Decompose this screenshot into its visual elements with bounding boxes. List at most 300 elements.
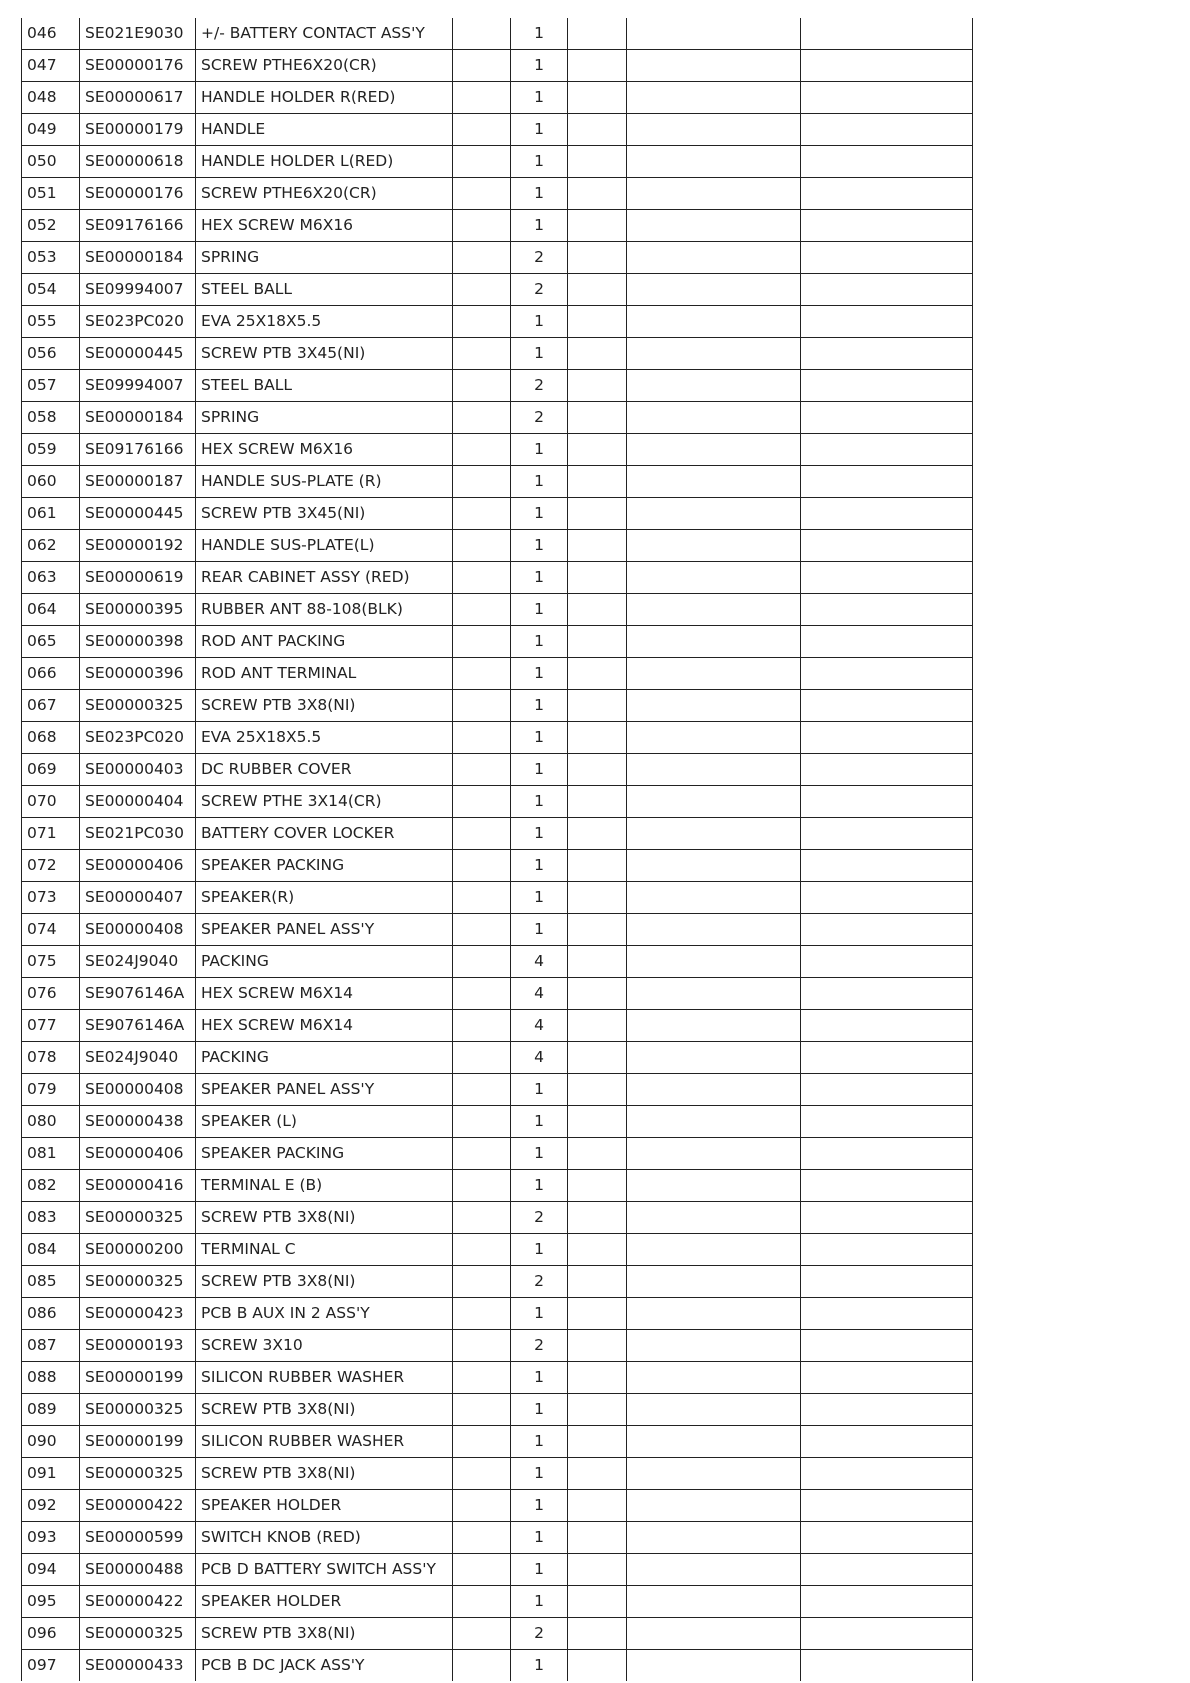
- description-cell: SPEAKER HOLDER: [196, 1490, 453, 1522]
- empty-cell: [627, 1554, 801, 1586]
- description-cell: HANDLE: [196, 114, 453, 146]
- empty-cell: [568, 978, 627, 1010]
- empty-cell: [453, 530, 511, 562]
- empty-cell: [801, 82, 973, 114]
- empty-cell: [627, 1106, 801, 1138]
- empty-cell: [801, 242, 973, 274]
- description-cell: SCREW PTHE 3X14(CR): [196, 786, 453, 818]
- item-number-cell: 053: [22, 242, 80, 274]
- empty-cell: [627, 178, 801, 210]
- empty-cell: [568, 82, 627, 114]
- quantity-cell: 1: [511, 850, 568, 882]
- empty-cell: [627, 1394, 801, 1426]
- part-code-cell: SE09994007: [80, 370, 196, 402]
- item-number-cell: 060: [22, 466, 80, 498]
- item-number-cell: 077: [22, 1010, 80, 1042]
- empty-cell: [568, 722, 627, 754]
- description-cell: SCREW PTB 3X8(NI): [196, 1394, 453, 1426]
- quantity-cell: 1: [511, 1490, 568, 1522]
- empty-cell: [568, 434, 627, 466]
- empty-cell: [453, 1586, 511, 1618]
- quantity-cell: 1: [511, 1362, 568, 1394]
- quantity-cell: 1: [511, 1234, 568, 1266]
- table-row: [22, 1458, 973, 1490]
- item-number-cell: 079: [22, 1074, 80, 1106]
- empty-cell: [568, 1202, 627, 1234]
- table-row: [22, 1618, 973, 1650]
- empty-cell: [453, 914, 511, 946]
- empty-cell: [627, 658, 801, 690]
- description-cell: HEX SCREW M6X14: [196, 1010, 453, 1042]
- description-cell: SPRING: [196, 242, 453, 274]
- quantity-cell: 2: [511, 274, 568, 306]
- table-row: [22, 370, 973, 402]
- empty-cell: [801, 114, 973, 146]
- table-row: [22, 1650, 973, 1682]
- item-number-cell: 093: [22, 1522, 80, 1554]
- table-row: [22, 1394, 973, 1426]
- part-code-cell: SE024J9040: [80, 1042, 196, 1074]
- empty-cell: [453, 1138, 511, 1170]
- table-row: [22, 786, 973, 818]
- empty-cell: [568, 274, 627, 306]
- description-cell: SCREW 3X10: [196, 1330, 453, 1362]
- empty-cell: [568, 1234, 627, 1266]
- empty-cell: [801, 946, 973, 978]
- empty-cell: [801, 850, 973, 882]
- empty-cell: [453, 1298, 511, 1330]
- table-row: [22, 1010, 973, 1042]
- description-cell: SPEAKER HOLDER: [196, 1586, 453, 1618]
- description-cell: BATTERY COVER LOCKER: [196, 818, 453, 850]
- empty-cell: [627, 786, 801, 818]
- empty-cell: [453, 242, 511, 274]
- quantity-cell: 2: [511, 1330, 568, 1362]
- part-code-cell: SE00000599: [80, 1522, 196, 1554]
- table-row: [22, 594, 973, 626]
- description-cell: HEX SCREW M6X14: [196, 978, 453, 1010]
- table-row: [22, 1042, 973, 1074]
- table-row: [22, 1554, 973, 1586]
- empty-cell: [627, 50, 801, 82]
- empty-cell: [568, 242, 627, 274]
- item-number-cell: 086: [22, 1298, 80, 1330]
- empty-cell: [453, 402, 511, 434]
- part-code-cell: SE00000407: [80, 882, 196, 914]
- item-number-cell: 054: [22, 274, 80, 306]
- empty-cell: [801, 1106, 973, 1138]
- empty-cell: [453, 210, 511, 242]
- empty-cell: [453, 370, 511, 402]
- table-row: [22, 1426, 973, 1458]
- empty-cell: [453, 1074, 511, 1106]
- part-code-cell: SE00000408: [80, 914, 196, 946]
- empty-cell: [627, 530, 801, 562]
- empty-cell: [801, 722, 973, 754]
- empty-cell: [801, 1362, 973, 1394]
- quantity-cell: 1: [511, 114, 568, 146]
- part-code-cell: SE00000445: [80, 498, 196, 530]
- item-number-cell: 068: [22, 722, 80, 754]
- table-row: [22, 754, 973, 786]
- item-number-cell: 052: [22, 210, 80, 242]
- description-cell: SCREW PTB 3X8(NI): [196, 690, 453, 722]
- quantity-cell: 1: [511, 594, 568, 626]
- part-code-cell: SE09176166: [80, 434, 196, 466]
- quantity-cell: 1: [511, 914, 568, 946]
- empty-cell: [801, 274, 973, 306]
- empty-cell: [453, 978, 511, 1010]
- description-cell: SCREW PTB 3X8(NI): [196, 1458, 453, 1490]
- item-number-cell: 076: [22, 978, 80, 1010]
- part-code-cell: SE09176166: [80, 210, 196, 242]
- quantity-cell: 1: [511, 1522, 568, 1554]
- description-cell: ROD ANT TERMINAL: [196, 658, 453, 690]
- empty-cell: [568, 1586, 627, 1618]
- description-cell: SCREW PTB 3X8(NI): [196, 1202, 453, 1234]
- part-code-cell: SE00000192: [80, 530, 196, 562]
- empty-cell: [627, 754, 801, 786]
- empty-cell: [801, 690, 973, 722]
- empty-cell: [568, 466, 627, 498]
- empty-cell: [801, 1234, 973, 1266]
- empty-cell: [627, 1490, 801, 1522]
- quantity-cell: 1: [511, 306, 568, 338]
- empty-cell: [627, 498, 801, 530]
- part-code-cell: SE00000176: [80, 50, 196, 82]
- empty-cell: [568, 1010, 627, 1042]
- item-number-cell: 081: [22, 1138, 80, 1170]
- empty-cell: [801, 498, 973, 530]
- empty-cell: [801, 18, 973, 50]
- item-number-cell: 055: [22, 306, 80, 338]
- empty-cell: [453, 338, 511, 370]
- empty-cell: [568, 1298, 627, 1330]
- quantity-cell: 1: [511, 466, 568, 498]
- description-cell: SPEAKER PANEL ASS'Y: [196, 914, 453, 946]
- quantity-cell: 1: [511, 1586, 568, 1618]
- quantity-cell: 1: [511, 754, 568, 786]
- quantity-cell: 1: [511, 722, 568, 754]
- item-number-cell: 046: [22, 18, 80, 50]
- part-code-cell: SE00000325: [80, 1394, 196, 1426]
- empty-cell: [627, 626, 801, 658]
- part-code-cell: SE00000406: [80, 850, 196, 882]
- table-row: [22, 818, 973, 850]
- description-cell: SPEAKER PANEL ASS'Y: [196, 1074, 453, 1106]
- part-code-cell: SE00000618: [80, 146, 196, 178]
- part-code-cell: SE00000423: [80, 1298, 196, 1330]
- part-code-cell: SE00000325: [80, 1618, 196, 1650]
- empty-cell: [801, 530, 973, 562]
- empty-cell: [627, 434, 801, 466]
- description-cell: STEEL BALL: [196, 370, 453, 402]
- empty-cell: [453, 658, 511, 690]
- empty-cell: [453, 1106, 511, 1138]
- empty-cell: [453, 1202, 511, 1234]
- quantity-cell: 1: [511, 178, 568, 210]
- parts-list-body: [22, 18, 973, 1681]
- empty-cell: [627, 1042, 801, 1074]
- part-code-cell: SE00000619: [80, 562, 196, 594]
- empty-cell: [453, 274, 511, 306]
- empty-cell: [801, 1394, 973, 1426]
- empty-cell: [801, 1298, 973, 1330]
- empty-cell: [568, 914, 627, 946]
- empty-cell: [801, 914, 973, 946]
- part-code-cell: SE00000325: [80, 690, 196, 722]
- empty-cell: [453, 1362, 511, 1394]
- part-code-cell: SE9076146A: [80, 1010, 196, 1042]
- quantity-cell: 2: [511, 370, 568, 402]
- item-number-cell: 087: [22, 1330, 80, 1362]
- empty-cell: [453, 1618, 511, 1650]
- part-code-cell: SE00000404: [80, 786, 196, 818]
- part-code-cell: SE09994007: [80, 274, 196, 306]
- empty-cell: [568, 658, 627, 690]
- part-code-cell: SE00000396: [80, 658, 196, 690]
- empty-cell: [453, 50, 511, 82]
- quantity-cell: 1: [511, 882, 568, 914]
- empty-cell: [801, 658, 973, 690]
- empty-cell: [453, 594, 511, 626]
- item-number-cell: 084: [22, 1234, 80, 1266]
- empty-cell: [568, 1490, 627, 1522]
- empty-cell: [801, 1138, 973, 1170]
- description-cell: PCB D BATTERY SWITCH ASS'Y: [196, 1554, 453, 1586]
- item-number-cell: 083: [22, 1202, 80, 1234]
- empty-cell: [801, 1586, 973, 1618]
- quantity-cell: 1: [511, 690, 568, 722]
- empty-cell: [568, 18, 627, 50]
- empty-cell: [627, 850, 801, 882]
- empty-cell: [801, 50, 973, 82]
- empty-cell: [801, 306, 973, 338]
- empty-cell: [453, 946, 511, 978]
- parts-list-table: [21, 18, 973, 1681]
- empty-cell: [568, 786, 627, 818]
- quantity-cell: 1: [511, 210, 568, 242]
- empty-cell: [801, 786, 973, 818]
- empty-cell: [568, 946, 627, 978]
- quantity-cell: 1: [511, 1394, 568, 1426]
- item-number-cell: 050: [22, 146, 80, 178]
- empty-cell: [627, 210, 801, 242]
- empty-cell: [453, 82, 511, 114]
- empty-cell: [568, 1426, 627, 1458]
- empty-cell: [627, 562, 801, 594]
- item-number-cell: 048: [22, 82, 80, 114]
- empty-cell: [627, 338, 801, 370]
- table-row: [22, 1490, 973, 1522]
- empty-cell: [453, 818, 511, 850]
- quantity-cell: 1: [511, 562, 568, 594]
- item-number-cell: 097: [22, 1650, 80, 1682]
- empty-cell: [568, 626, 627, 658]
- empty-cell: [568, 306, 627, 338]
- description-cell: EVA 25X18X5.5: [196, 306, 453, 338]
- empty-cell: [568, 402, 627, 434]
- empty-cell: [568, 50, 627, 82]
- empty-cell: [801, 1042, 973, 1074]
- item-number-cell: 065: [22, 626, 80, 658]
- empty-cell: [801, 338, 973, 370]
- empty-cell: [453, 1170, 511, 1202]
- quantity-cell: 1: [511, 818, 568, 850]
- description-cell: REAR CABINET ASSY (RED): [196, 562, 453, 594]
- description-cell: HEX SCREW M6X16: [196, 434, 453, 466]
- empty-cell: [627, 1298, 801, 1330]
- empty-cell: [801, 466, 973, 498]
- table-row: [22, 562, 973, 594]
- part-code-cell: SE021E9030: [80, 18, 196, 50]
- description-cell: HEX SCREW M6X16: [196, 210, 453, 242]
- part-code-cell: SE021PC030: [80, 818, 196, 850]
- empty-cell: [627, 306, 801, 338]
- description-cell: PACKING: [196, 946, 453, 978]
- part-code-cell: SE00000325: [80, 1266, 196, 1298]
- table-row: [22, 498, 973, 530]
- table-row: [22, 1522, 973, 1554]
- item-number-cell: 073: [22, 882, 80, 914]
- table-row: [22, 210, 973, 242]
- part-code-cell: SE00000488: [80, 1554, 196, 1586]
- empty-cell: [568, 338, 627, 370]
- part-code-cell: SE00000433: [80, 1650, 196, 1682]
- table-row: [22, 1298, 973, 1330]
- description-cell: SPEAKER PACKING: [196, 1138, 453, 1170]
- part-code-cell: SE00000416: [80, 1170, 196, 1202]
- item-number-cell: 063: [22, 562, 80, 594]
- item-number-cell: 094: [22, 1554, 80, 1586]
- part-code-cell: SE00000403: [80, 754, 196, 786]
- quantity-cell: 1: [511, 1458, 568, 1490]
- description-cell: ROD ANT PACKING: [196, 626, 453, 658]
- item-number-cell: 057: [22, 370, 80, 402]
- empty-cell: [801, 1522, 973, 1554]
- item-number-cell: 089: [22, 1394, 80, 1426]
- empty-cell: [627, 914, 801, 946]
- empty-cell: [453, 306, 511, 338]
- empty-cell: [568, 1362, 627, 1394]
- quantity-cell: 1: [511, 1170, 568, 1202]
- description-cell: PACKING: [196, 1042, 453, 1074]
- quantity-cell: 1: [511, 1426, 568, 1458]
- description-cell: SPRING: [196, 402, 453, 434]
- empty-cell: [453, 146, 511, 178]
- table-row: [22, 306, 973, 338]
- table-row: [22, 1106, 973, 1138]
- empty-cell: [801, 594, 973, 626]
- empty-cell: [801, 1330, 973, 1362]
- part-code-cell: SE00000200: [80, 1234, 196, 1266]
- part-code-cell: SE00000199: [80, 1426, 196, 1458]
- table-row: [22, 530, 973, 562]
- table-row: [22, 1202, 973, 1234]
- quantity-cell: 4: [511, 946, 568, 978]
- quantity-cell: 4: [511, 1010, 568, 1042]
- part-code-cell: SE00000184: [80, 242, 196, 274]
- part-code-cell: SE00000617: [80, 82, 196, 114]
- empty-cell: [627, 1330, 801, 1362]
- empty-cell: [453, 114, 511, 146]
- quantity-cell: 1: [511, 82, 568, 114]
- empty-cell: [627, 1522, 801, 1554]
- empty-cell: [568, 882, 627, 914]
- part-code-cell: SE00000325: [80, 1458, 196, 1490]
- table-row: [22, 850, 973, 882]
- empty-cell: [801, 1266, 973, 1298]
- description-cell: HANDLE HOLDER R(RED): [196, 82, 453, 114]
- empty-cell: [627, 370, 801, 402]
- item-number-cell: 049: [22, 114, 80, 146]
- table-row: [22, 178, 973, 210]
- empty-cell: [801, 882, 973, 914]
- quantity-cell: 1: [511, 1138, 568, 1170]
- quantity-cell: 1: [511, 1106, 568, 1138]
- item-number-cell: 070: [22, 786, 80, 818]
- item-number-cell: 078: [22, 1042, 80, 1074]
- empty-cell: [453, 754, 511, 786]
- part-code-cell: SE9076146A: [80, 978, 196, 1010]
- item-number-cell: 091: [22, 1458, 80, 1490]
- part-code-cell: SE00000325: [80, 1202, 196, 1234]
- empty-cell: [801, 370, 973, 402]
- item-number-cell: 051: [22, 178, 80, 210]
- part-code-cell: SE00000445: [80, 338, 196, 370]
- quantity-cell: 2: [511, 1202, 568, 1234]
- part-code-cell: SE00000406: [80, 1138, 196, 1170]
- empty-cell: [801, 1170, 973, 1202]
- description-cell: DC RUBBER COVER: [196, 754, 453, 786]
- empty-cell: [568, 146, 627, 178]
- empty-cell: [627, 1650, 801, 1682]
- quantity-cell: 1: [511, 1074, 568, 1106]
- empty-cell: [801, 1426, 973, 1458]
- description-cell: SCREW PTB 3X8(NI): [196, 1266, 453, 1298]
- empty-cell: [568, 1138, 627, 1170]
- empty-cell: [627, 242, 801, 274]
- empty-cell: [568, 498, 627, 530]
- table-row: [22, 914, 973, 946]
- empty-cell: [568, 818, 627, 850]
- part-code-cell: SE00000199: [80, 1362, 196, 1394]
- empty-cell: [801, 1554, 973, 1586]
- quantity-cell: 1: [511, 1298, 568, 1330]
- quantity-cell: 1: [511, 530, 568, 562]
- part-code-cell: SE023PC020: [80, 306, 196, 338]
- empty-cell: [453, 626, 511, 658]
- item-number-cell: 085: [22, 1266, 80, 1298]
- empty-cell: [801, 146, 973, 178]
- table-row: [22, 50, 973, 82]
- empty-cell: [627, 1458, 801, 1490]
- part-code-cell: SE00000422: [80, 1586, 196, 1618]
- table-row: [22, 690, 973, 722]
- empty-cell: [568, 1394, 627, 1426]
- empty-cell: [568, 1330, 627, 1362]
- empty-cell: [453, 722, 511, 754]
- empty-cell: [453, 1458, 511, 1490]
- quantity-cell: 1: [511, 658, 568, 690]
- quantity-cell: 2: [511, 1618, 568, 1650]
- empty-cell: [568, 754, 627, 786]
- table-row: [22, 274, 973, 306]
- description-cell: HANDLE HOLDER L(RED): [196, 146, 453, 178]
- empty-cell: [801, 210, 973, 242]
- part-code-cell: SE023PC020: [80, 722, 196, 754]
- description-cell: SWITCH KNOB (RED): [196, 1522, 453, 1554]
